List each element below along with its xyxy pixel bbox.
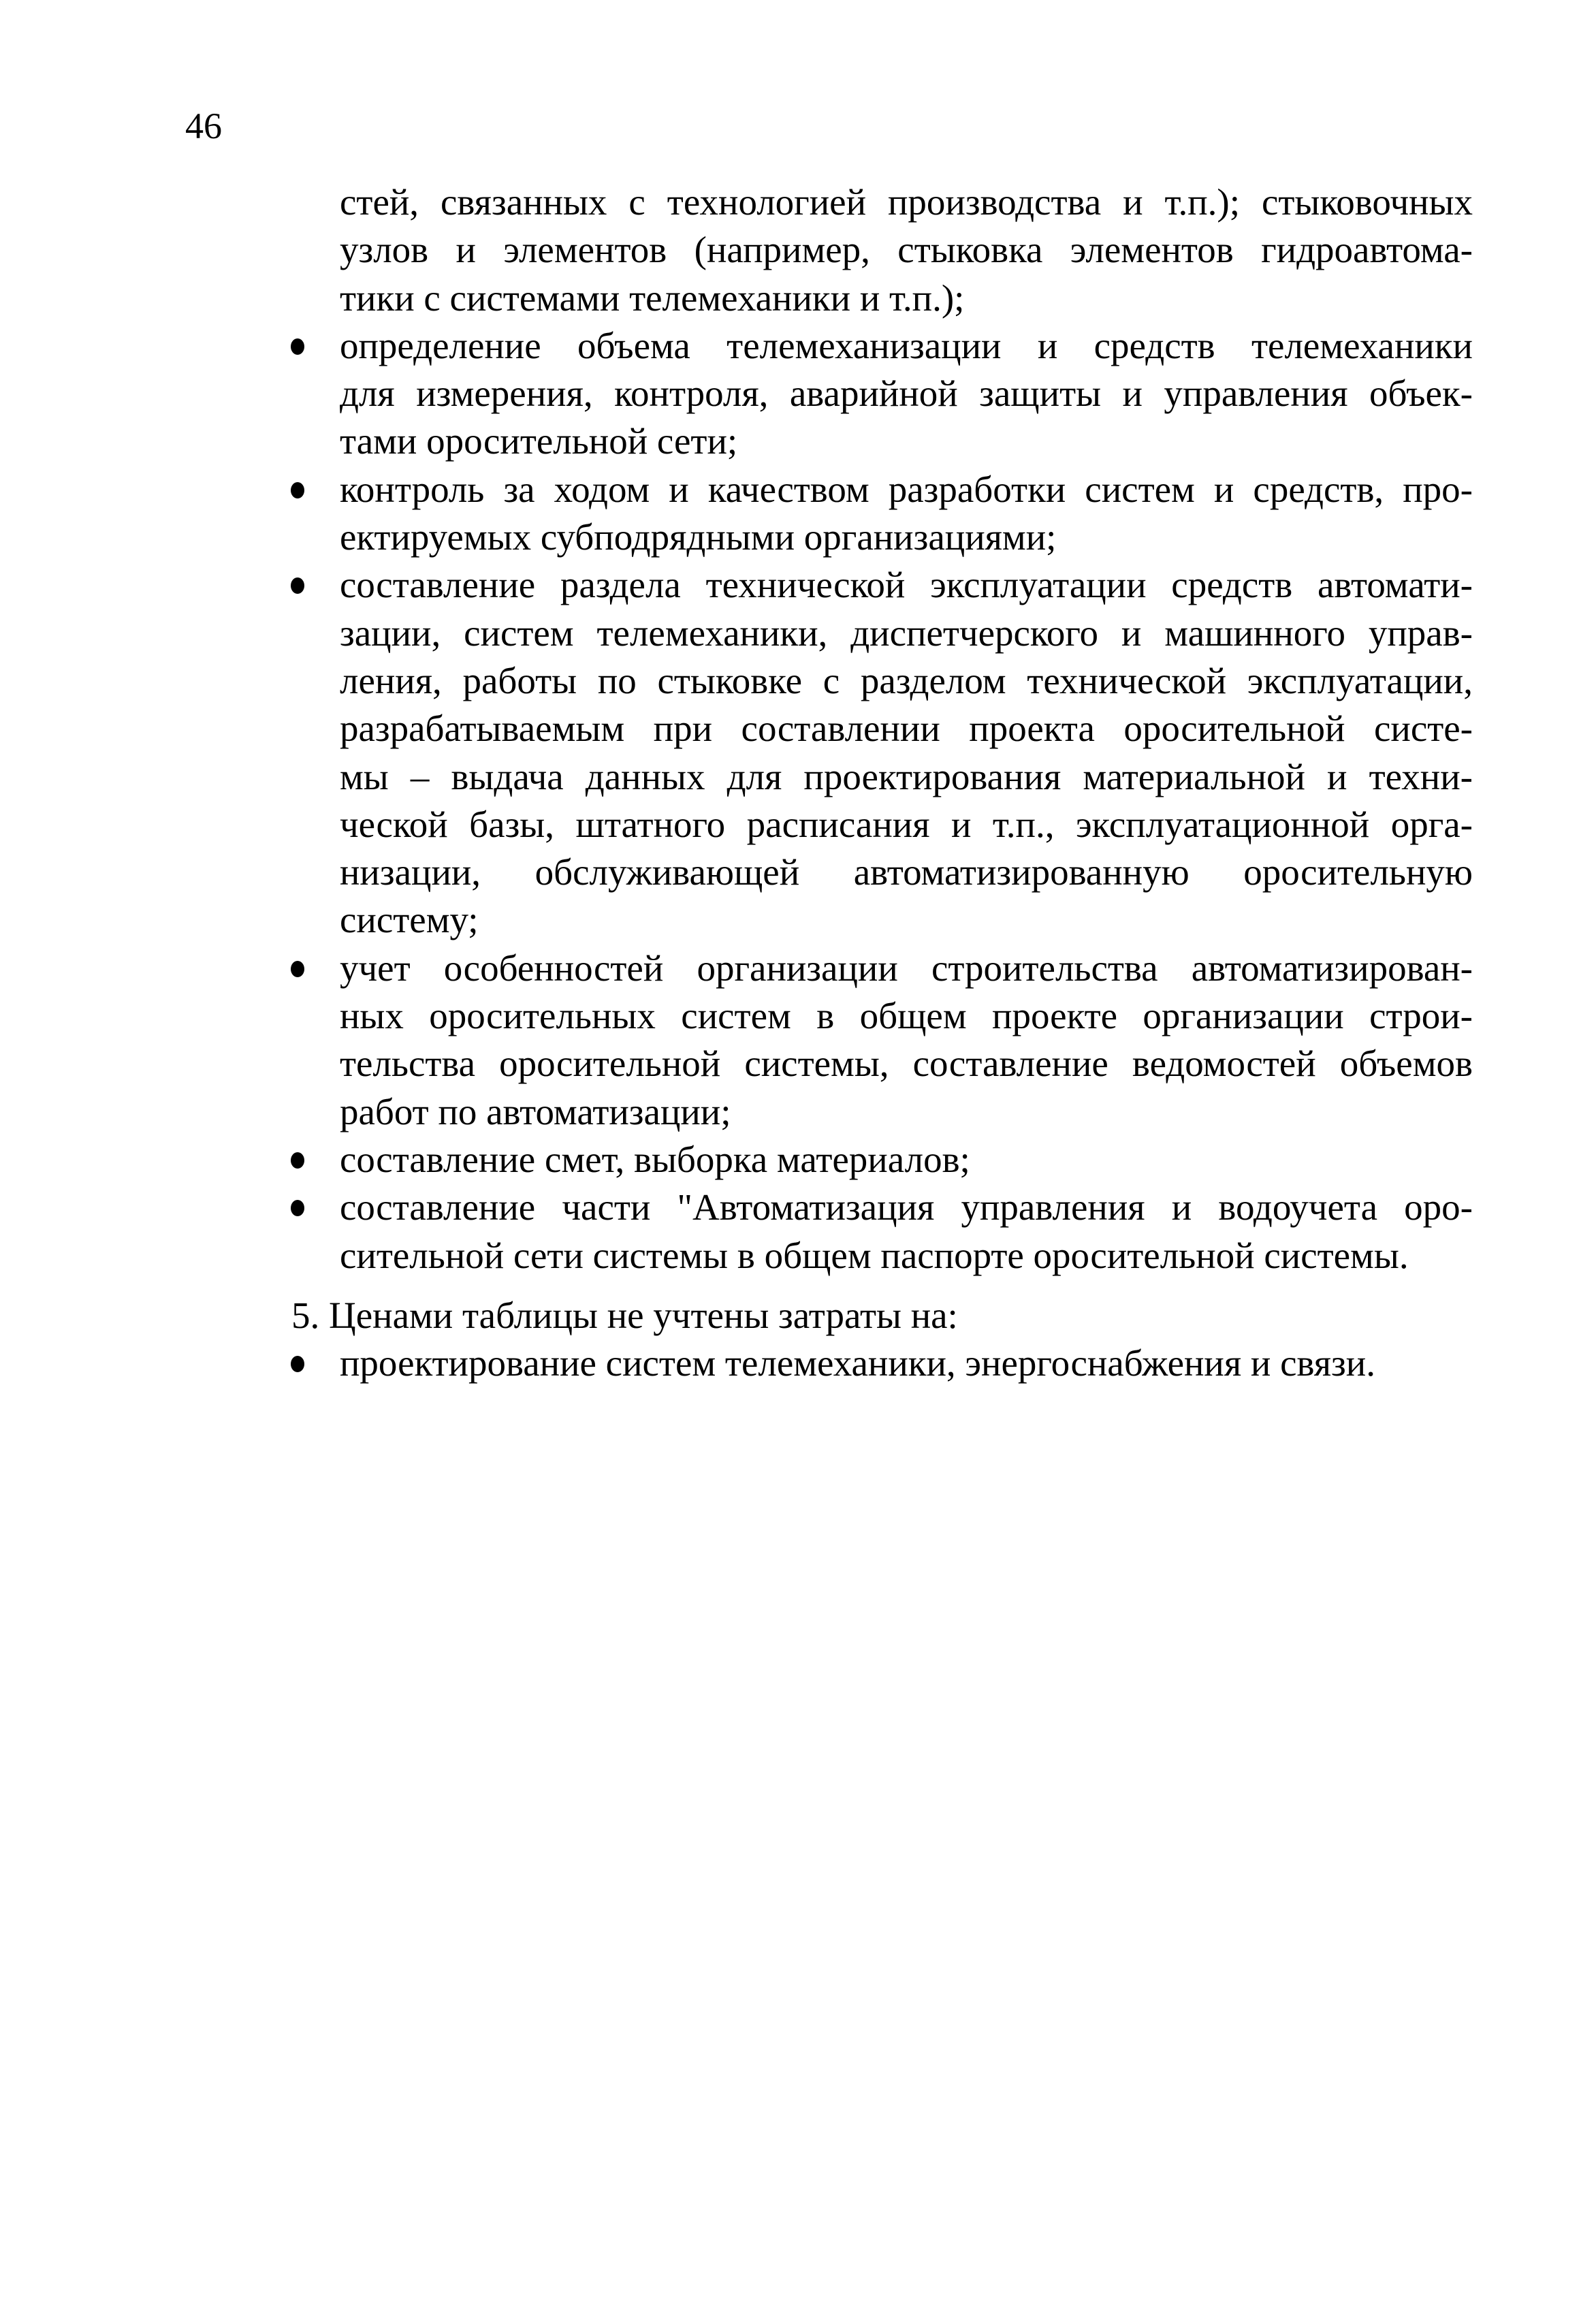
text-line: систему; xyxy=(340,899,479,941)
list-item xyxy=(340,945,1473,1136)
text-line: учет особенностей организации строительства автоматизирован- xyxy=(340,947,1473,989)
list-item xyxy=(340,1184,1473,1280)
text-line: низации, обслуживающей автоматизированную оросительную xyxy=(340,851,1473,893)
text-line: зации, систем телемеханики, диспетчерского и машинного управ- xyxy=(340,612,1473,654)
bullet-icon xyxy=(291,577,304,594)
text-line: разрабатываемым при составлении проекта оросительной систе- xyxy=(340,708,1473,750)
bullet-icon xyxy=(291,1356,304,1372)
text-line: тельства оросительной системы, составление ведомостей объемов xyxy=(340,1043,1473,1085)
text-line: для измерения, контроля, аварийной защиты и управления объек- xyxy=(340,372,1473,415)
text-line: мы – выдача данных для проектирования материальной и техни- xyxy=(340,755,1473,797)
continuation-paragraph xyxy=(340,178,1473,322)
text-line: составление части "Автоматизация управления и водоучета оро- xyxy=(340,1186,1473,1228)
text-line: составление раздела технической эксплуатации средств автомати- xyxy=(340,564,1473,606)
document-body xyxy=(291,178,1473,1387)
text-line: ектируемых субподрядными организациями; xyxy=(340,516,1057,558)
list-item xyxy=(340,322,1473,466)
text-line: тики с системами телемеханики и т.п.); xyxy=(340,276,965,319)
page-number: 46 xyxy=(185,106,222,146)
text-line: сительной сети системы в общем паспорте оросительной системы. xyxy=(340,1234,1409,1276)
text-line: ления, работы по стыковке с разделом технической эксплуатации, xyxy=(340,659,1473,701)
text-line: определение объема телемеханизации и средств телемеханики xyxy=(340,324,1473,366)
bullet-icon xyxy=(291,1200,304,1216)
text-line: ных оросительных систем в общем проекте организации строи- xyxy=(340,995,1473,1037)
bullet-icon xyxy=(291,961,304,977)
bullet-icon xyxy=(291,338,304,355)
section-5-bullet-list xyxy=(340,1339,1473,1387)
text-line: работ по автоматизации; xyxy=(340,1090,731,1132)
text-line: ческой базы, штатного расписания и т.п., эксплуатационной орга- xyxy=(340,803,1473,845)
list-item xyxy=(340,1339,1473,1387)
text-line: узлов и элементов (например, стыковка элементов гидроавтома- xyxy=(340,229,1473,271)
text-line: стей, связанных с технологией производства и т.п.); стыковочных xyxy=(340,181,1473,223)
bullet-icon xyxy=(291,482,304,498)
section-5-heading: 5. Ценами таблицы не учтены затраты на: xyxy=(291,1294,958,1336)
list-item xyxy=(340,561,1473,944)
text-line: проектирование систем телемеханики, энергоснабжения и связи. xyxy=(340,1342,1375,1384)
text-line: тами оросительной сети; xyxy=(340,420,738,462)
text-line: составление смет, выборка материалов; xyxy=(340,1138,970,1180)
bullet-list xyxy=(340,322,1473,1280)
list-item xyxy=(340,466,1473,562)
text-line: контроль за ходом и качеством разработки систем и средств, про- xyxy=(340,468,1473,510)
list-item xyxy=(340,1136,1473,1184)
bullet-icon xyxy=(291,1152,304,1169)
